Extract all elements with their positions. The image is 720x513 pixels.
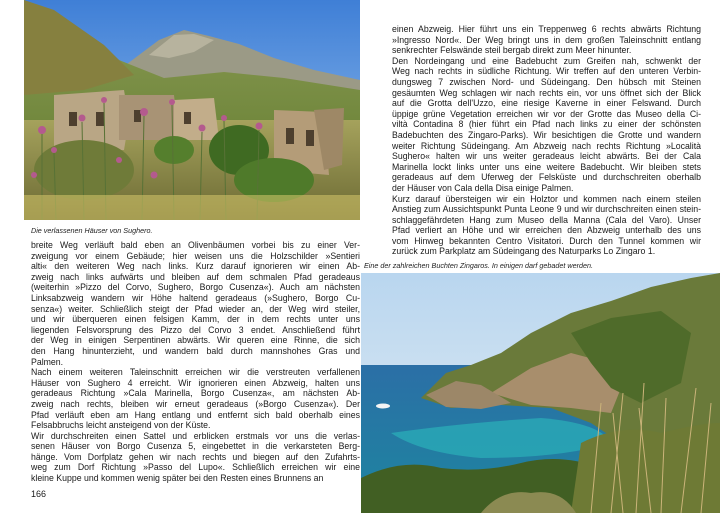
text-line: senza«) weiter. Schließlich steigt der Pfad wieder an, der Weg wird steiler, <box>31 303 360 314</box>
photo-abandoned-houses <box>24 0 360 220</box>
text-line: Palmen. <box>31 356 64 367</box>
text-line: alti« den weiteren Weg nach links. Kurz darauf ignorieren wir einen Ab- <box>31 261 360 272</box>
text-line: weiter Richtung Südeingang. Am Abzweig nach rechts Richtung »Località <box>392 140 701 151</box>
text-line: hänge. Vom Dorfplatz gehen wir nach rechts und biegen auf den Zufahrts- <box>31 451 360 462</box>
text-line: Marinella lockt links unter uns eine weitere Badebucht. Wir bleiben stets <box>392 161 701 172</box>
text-line: dungsweg 7 zwischen Nord- und Südeingang. Den hübsch mit Steinen <box>392 76 701 87</box>
text-line: zweig nach rechts, bleiben wir erneut geradeaus (»Borgo Cusenza«). Der <box>31 398 360 409</box>
text-line: einen Abzweig. Hier führt uns ein Treppenweg 6 rechts abwärts Richtung <box>392 24 701 34</box>
text-line: Badebuchten des Zingaro-Parks). Wir besichtigen die Grotte und wandern <box>392 129 701 140</box>
text-line: Den Nordeingang und eine Badebucht zum Greifen nah, schwenkt der <box>392 55 701 66</box>
text-line: liegenden Felsvorsprung des Pizzo del Corvo 3 endet. Anschließend führt <box>31 324 360 335</box>
text-line: zweig nach links aufwärts und bleiben auf dem schmalen Pfad geradeaus <box>31 271 360 282</box>
text-line: zurück zum Parkplatz am Südeingang des Naturparks Lo Zingaro 1. <box>392 246 656 257</box>
text-line: geradeaus auf dem Uferweg der Felsküste und durchschreiten oberhalb <box>392 172 701 183</box>
text-line: (weiterhin »Pizzo del Corvo, Sughero, Borgo Cusenza«). Auch am nächsten <box>31 282 360 293</box>
text-line: auf die Grotta dell'Uzzo, eine riesige Kaverne in einer Felswand. Durch <box>392 98 701 109</box>
text-line: Anstieg zum Aussichtspunkt Punta Leone 9 und wir durchschreiten einen stein- <box>392 204 701 215</box>
text-line: breite Weg verläuft bald eben an Olivenbäumen vorbei bis zu einer Ver- <box>31 240 360 250</box>
text-line: »Ingresso Nord«. Der Weg bringt uns in dem großen Taleinschnitt entlang <box>392 34 701 45</box>
text-line: Sughero« halten wir uns weiter geradeaus leicht abwärts. Bei der Cala <box>392 151 701 162</box>
photo-caption-left: Die verlassenen Häuser von Sughero. <box>31 226 153 235</box>
text-line: geradeaus Richtung »Cala Marinella, Borgo Cusenza«, am nächsten Ab- <box>31 388 360 399</box>
photo-abandoned-houses-image <box>24 0 360 220</box>
right-text-column <box>392 24 701 257</box>
text-line: den Hang hinunterzieht, und wandern bald durch mannshohes Gras und <box>31 345 360 356</box>
text-line: gesäumten Weg schlagen wir nach rechts ein, vor uns öffnet sich der Blick <box>392 87 701 98</box>
text-line: der Häuser von Cala della Disa einige Palmen. <box>392 182 574 193</box>
text-line: senen Häuser von Borgo Cusenza 5, eingebettet in die verkarsteten Berg- <box>31 441 360 452</box>
text-line: üppige grüne Vegetation erreichen wir vor der Grotte das Museo della Ci- <box>392 108 701 119</box>
text-line: Pfad verliert an Höhe und wir erreichen den Abzweig unterhalb des uns <box>392 225 701 236</box>
text-line: Felsabbruchs leicht ansteigend von der Küste. <box>31 420 211 431</box>
text-line: Nach einem weiteren Taleinschnitt erreichen wir die verstreuten verfallenen <box>31 367 360 378</box>
text-line: zweigung vor einem Gebäude; hier weisen uns die Holzschilder »Sentieri <box>31 250 360 261</box>
text-line: Weg nach rechts in südliche Richtung. Wir treffen auf den unteren Verbin- <box>392 66 701 77</box>
text-line: Pfad verläuft eben am Hang entlang und entfernt sich bald oberhalb eines <box>31 409 360 420</box>
text-line: weg zum Dorf Richtung »Passo del Lupo«. Schließlich erreichen wir eine <box>31 462 360 473</box>
text-line: schlaggefährdeten Hang zum Museo della Manna (Cala del Varo). Unser <box>392 214 701 225</box>
text-line: der Weg in einigen Serpentinen abwärts. Wir queren eine Rinne, die sich <box>31 335 360 346</box>
text-line: viltà Contadina 8 (hier führt ein Pfad nach links zu einer der schönsten <box>392 119 701 130</box>
text-line: Kurz darauf übersteigen wir ein Holztor und kommen nach einem steilen <box>392 193 701 204</box>
text-line: Wir durchschreiten einen Sattel und erblicken erstmals vor uns die verlas- <box>31 430 360 441</box>
photo-zingaro-bay <box>361 273 720 513</box>
text-line: Linksabzweig wandern wir Höhe haltend geradeaus (»Sughero, Borgo Cu- <box>31 292 360 303</box>
left-text-column <box>31 240 360 484</box>
photo-zingaro-bay-image <box>361 273 720 513</box>
text-line: kleine Kuppe und kommen wenig später bei den Resten eines Brunnens an <box>31 473 324 484</box>
page-number: 166 <box>31 489 47 499</box>
photo-caption-right: Eine der zahlreichen Buchten Zingaros. In einigen darf gebadet werden. <box>364 261 593 270</box>
text-line: und wir überqueren einen felsigen Kamm, der in dem rechts unter uns <box>31 314 360 325</box>
text-line: Häuser von Sughero 4 erreicht. Wir ignorieren einen Abzweig, halten uns <box>31 377 360 388</box>
text-line: vom Hinweg bekannten Centro Visitatori. Durch den Tunnel kommen wir <box>392 235 701 246</box>
text-line: senkrechter Felswände steil bergab direkt zum Meer hinunter. <box>392 45 632 56</box>
